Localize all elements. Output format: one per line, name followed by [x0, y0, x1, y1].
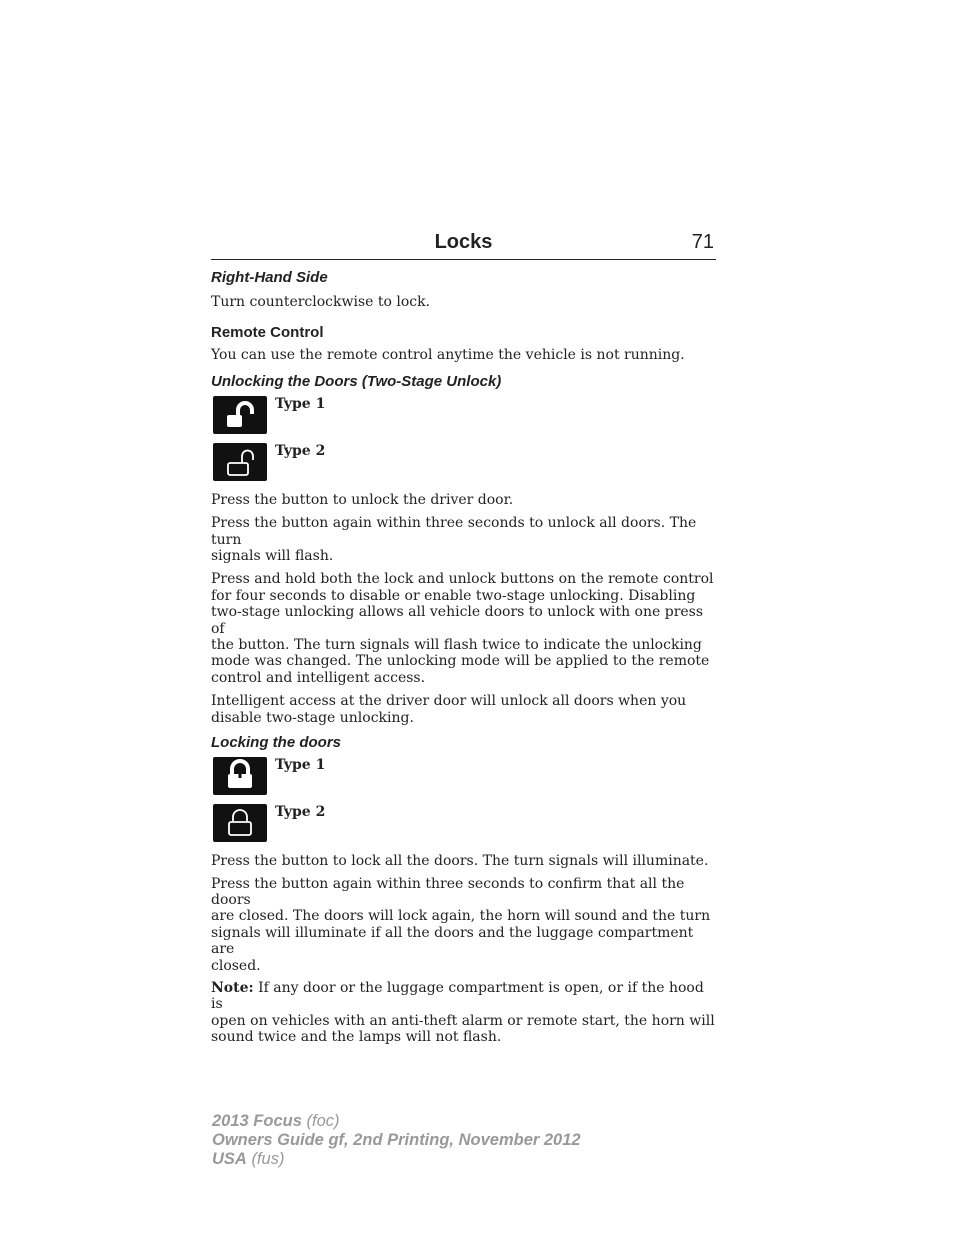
unlock-paragraph-1: Press the button to unlock the driver door. — [211, 491, 514, 508]
page-number: 71 — [691, 231, 714, 253]
right-hand-text: Turn counterclockwise to lock. — [211, 294, 431, 310]
unlock-type2-row — [211, 443, 716, 483]
footer-line-1: 2013 Focus (foc) — [212, 1112, 340, 1130]
page-footer — [212, 1112, 581, 1169]
unlock-type1-label: Type 1 — [275, 395, 326, 412]
manual-page — [211, 227, 716, 1046]
heading-remote-control: Remote Control — [211, 324, 324, 342]
unlock-paragraph-4: Intelligent access at the driver door will unlock all doors when you disable two-stage unlocking. — [211, 693, 687, 726]
heading-locking-doors: Locking the doors — [211, 734, 342, 752]
unlock-type1-icon — [213, 396, 267, 434]
footer-line-2: Owners Guide gf, 2nd Printing, November 2012 — [212, 1131, 581, 1149]
unlock-type1-row — [211, 396, 716, 436]
unlock-type2-icon — [213, 443, 267, 481]
lock-paragraph-1: Press the button to lock all the doors. The turn signals will illuminate. — [211, 853, 709, 870]
unlock-type2-label: Type 2 — [275, 442, 326, 459]
lock-type2-row — [211, 804, 716, 844]
lock-type2-icon — [213, 804, 267, 842]
lock-type1-icon — [213, 757, 267, 795]
lock-type2-label: Type 2 — [275, 804, 326, 821]
remote-control-text: You can use the remote control anytime the vehicle is not running. — [211, 347, 685, 364]
footer-line-3: USA (fus) — [212, 1150, 285, 1168]
note-paragraph: Note: If any door or the luggage compartment is open, or if the hood is open on vehicles with an anti-theft alarm or remote start, the horn will sound twice and the lamps will not flash. — [211, 979, 715, 1046]
lock-type1-row — [211, 757, 716, 797]
heading-right-hand-side: Right-Hand Side — [211, 269, 328, 286]
section-title: Locks — [434, 231, 493, 253]
unlock-paragraph-2: Press the button again within three seconds to unlock all doors. The turn signals will flash. — [211, 515, 697, 565]
note-label: Note: — [211, 979, 254, 996]
lock-paragraph-2: Press the button again within three seconds to confirm that all the doors are closed. The doors will lock again, the horn will sound and the turn signals will illuminate if all the doors and the luggage compartment are closed. — [211, 875, 711, 974]
page-header — [211, 227, 716, 260]
lock-type1-label: Type 1 — [275, 757, 326, 774]
unlock-paragraph-3: Press and hold both the lock and unlock buttons on the remote control for four seconds to disable or enable two-stage unlocking. Disabling two-stage unlocking allows all vehicle doors to unlock with one press of the button. The turn signals will flash twice to indicate the unlocking mode was changed. The unlocking mode will be applied to the remote control and intelligent access. — [211, 571, 714, 686]
heading-unlocking-doors: Unlocking the Doors (Two-Stage Unlock) — [211, 372, 502, 390]
